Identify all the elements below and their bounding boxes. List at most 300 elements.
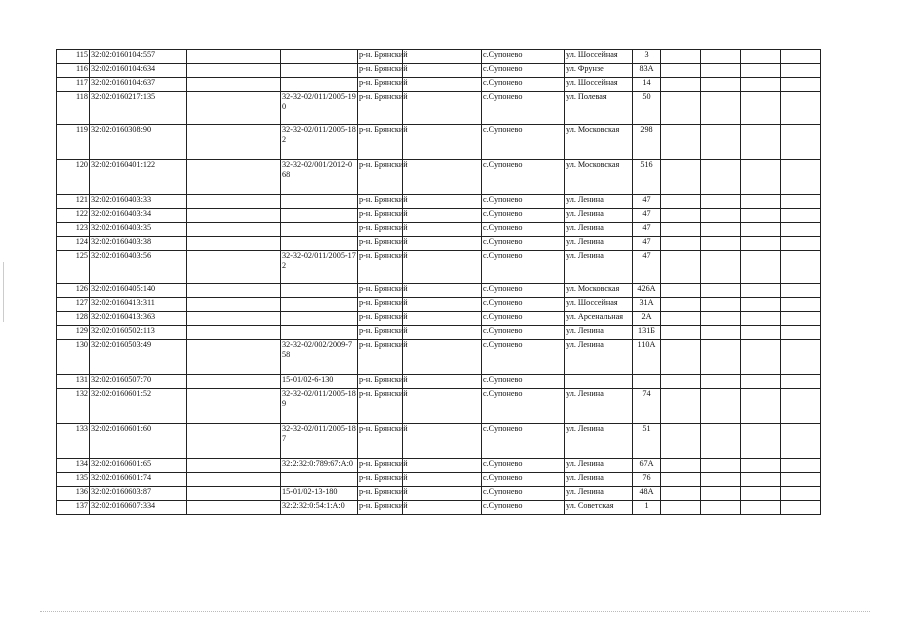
registry-table-body bbox=[57, 50, 821, 515]
cell-empty bbox=[187, 50, 281, 64]
registration-number: 32-32-02/011/2005-190 bbox=[281, 92, 358, 125]
cell-empty bbox=[661, 312, 701, 326]
house-number: 47 bbox=[633, 223, 661, 237]
street: ул. Ленина bbox=[565, 209, 633, 223]
row-number: 120 bbox=[57, 160, 90, 195]
house-number: 83А bbox=[633, 64, 661, 78]
district: р-н. Брянский bbox=[358, 209, 403, 223]
row-number: 132 bbox=[57, 389, 90, 424]
cell-empty bbox=[187, 195, 281, 209]
street: ул. Ленина bbox=[565, 424, 633, 459]
row-number: 136 bbox=[57, 487, 90, 501]
settlement: с.Супонево bbox=[482, 312, 565, 326]
cell-empty bbox=[741, 209, 781, 223]
cell-empty bbox=[741, 389, 781, 424]
cell-empty bbox=[661, 237, 701, 251]
cell-empty bbox=[661, 284, 701, 298]
street: ул. Московская bbox=[565, 284, 633, 298]
cadastral-number: 32:02:0160601:60 bbox=[90, 424, 187, 459]
settlement: с.Супонево bbox=[482, 424, 565, 459]
settlement: с.Супонево bbox=[482, 251, 565, 284]
cell-empty bbox=[403, 237, 482, 251]
row-number: 129 bbox=[57, 326, 90, 340]
registration-number: 32-32-02/002/2009-758 bbox=[281, 340, 358, 375]
cell-empty bbox=[661, 251, 701, 284]
row-number: 131 bbox=[57, 375, 90, 389]
cell-empty bbox=[781, 209, 821, 223]
cell-empty bbox=[187, 284, 281, 298]
settlement: с.Супонево bbox=[482, 223, 565, 237]
cell-empty bbox=[781, 284, 821, 298]
cell-empty bbox=[187, 237, 281, 251]
table-row bbox=[57, 459, 821, 473]
house-number: 298 bbox=[633, 125, 661, 160]
cell-empty bbox=[661, 160, 701, 195]
cell-empty bbox=[701, 424, 741, 459]
cell-empty bbox=[781, 78, 821, 92]
cell-empty bbox=[701, 501, 741, 515]
cadastral-number: 32:02:0160403:35 bbox=[90, 223, 187, 237]
registration-number: 32:2:32:0:789:67:А:0 bbox=[281, 459, 358, 473]
district: р-н. Брянский bbox=[358, 125, 403, 160]
cell-empty bbox=[781, 375, 821, 389]
district: р-н. Брянский bbox=[358, 473, 403, 487]
cell-empty bbox=[781, 223, 821, 237]
cell-empty bbox=[187, 340, 281, 375]
cadastral-number: 32:02:0160502:113 bbox=[90, 326, 187, 340]
registration-number bbox=[281, 64, 358, 78]
street: ул. Полевая bbox=[565, 92, 633, 125]
registration-number bbox=[281, 78, 358, 92]
cell-empty bbox=[403, 251, 482, 284]
street: ул. Ленина bbox=[565, 195, 633, 209]
cadastral-number: 32:02:0160601:74 bbox=[90, 473, 187, 487]
cell-empty bbox=[781, 64, 821, 78]
cell-empty bbox=[781, 459, 821, 473]
settlement: с.Супонево bbox=[482, 473, 565, 487]
district: р-н. Брянский bbox=[358, 78, 403, 92]
cell-empty bbox=[781, 424, 821, 459]
cell-empty bbox=[187, 160, 281, 195]
settlement: с.Супонево bbox=[482, 298, 565, 312]
cell-empty bbox=[187, 459, 281, 473]
district: р-н. Брянский bbox=[358, 50, 403, 64]
cell-empty bbox=[661, 389, 701, 424]
cell-empty bbox=[741, 50, 781, 64]
cell-empty bbox=[403, 284, 482, 298]
cell-empty bbox=[187, 487, 281, 501]
registration-number bbox=[281, 284, 358, 298]
cadastral-number: 32:02:0160403:34 bbox=[90, 209, 187, 223]
cell-empty bbox=[781, 298, 821, 312]
row-number: 124 bbox=[57, 237, 90, 251]
cell-empty bbox=[187, 298, 281, 312]
street: ул. Арсенальная bbox=[565, 312, 633, 326]
row-number: 134 bbox=[57, 459, 90, 473]
cadastral-number: 32:02:0160104:634 bbox=[90, 64, 187, 78]
registration-number: 32-32-02/001/2012-068 bbox=[281, 160, 358, 195]
cell-empty bbox=[403, 375, 482, 389]
cell-empty bbox=[661, 64, 701, 78]
settlement: с.Супонево bbox=[482, 459, 565, 473]
cell-empty bbox=[187, 92, 281, 125]
cell-empty bbox=[187, 501, 281, 515]
cell-empty bbox=[741, 195, 781, 209]
cell-empty bbox=[741, 125, 781, 160]
cadastral-number: 32:02:0160601:65 bbox=[90, 459, 187, 473]
cadastral-number: 32:02:0160607:334 bbox=[90, 501, 187, 515]
cell-empty bbox=[741, 326, 781, 340]
registration-number bbox=[281, 326, 358, 340]
district: р-н. Брянский bbox=[358, 64, 403, 78]
cadastral-number: 32:02:0160104:557 bbox=[90, 50, 187, 64]
cell-empty bbox=[741, 78, 781, 92]
cell-empty bbox=[187, 375, 281, 389]
cell-empty bbox=[403, 501, 482, 515]
table-row bbox=[57, 424, 821, 459]
street: ул. Московская bbox=[565, 125, 633, 160]
cell-empty bbox=[781, 195, 821, 209]
row-number: 122 bbox=[57, 209, 90, 223]
house-number: 76 bbox=[633, 473, 661, 487]
cell-empty bbox=[741, 284, 781, 298]
cell-empty bbox=[403, 298, 482, 312]
cell-empty bbox=[701, 78, 741, 92]
cell-empty bbox=[661, 424, 701, 459]
table-row bbox=[57, 195, 821, 209]
settlement: с.Супонево bbox=[482, 284, 565, 298]
cell-empty bbox=[781, 160, 821, 195]
cell-empty bbox=[781, 92, 821, 125]
cell-empty bbox=[187, 78, 281, 92]
cadastral-number: 32:02:0160403:33 bbox=[90, 195, 187, 209]
table-row bbox=[57, 473, 821, 487]
cell-empty bbox=[701, 375, 741, 389]
cadastral-number: 32:02:0160413:311 bbox=[90, 298, 187, 312]
district: р-н. Брянский bbox=[358, 195, 403, 209]
house-number: 47 bbox=[633, 195, 661, 209]
table-row bbox=[57, 78, 821, 92]
row-number: 127 bbox=[57, 298, 90, 312]
house-number: 516 bbox=[633, 160, 661, 195]
cell-empty bbox=[741, 473, 781, 487]
cell-empty bbox=[701, 251, 741, 284]
registration-number bbox=[281, 237, 358, 251]
street: ул. Шоссейная bbox=[565, 298, 633, 312]
cell-empty bbox=[661, 298, 701, 312]
table-row bbox=[57, 64, 821, 78]
street: ул. Ленина bbox=[565, 473, 633, 487]
cell-empty bbox=[701, 487, 741, 501]
cell-empty bbox=[701, 64, 741, 78]
table-row bbox=[57, 160, 821, 195]
district: р-н. Брянский bbox=[358, 340, 403, 375]
row-number: 118 bbox=[57, 92, 90, 125]
cell-empty bbox=[741, 501, 781, 515]
cell-empty bbox=[403, 78, 482, 92]
row-number: 135 bbox=[57, 473, 90, 487]
cell-empty bbox=[701, 340, 741, 375]
cell-empty bbox=[701, 209, 741, 223]
cell-empty bbox=[701, 326, 741, 340]
street: ул. Ленина bbox=[565, 251, 633, 284]
settlement: с.Супонево bbox=[482, 340, 565, 375]
registration-number bbox=[281, 298, 358, 312]
settlement: с.Супонево bbox=[482, 501, 565, 515]
table-row bbox=[57, 284, 821, 298]
district: р-н. Брянский bbox=[358, 459, 403, 473]
cell-empty bbox=[781, 251, 821, 284]
cell-empty bbox=[403, 195, 482, 209]
cell-empty bbox=[403, 340, 482, 375]
cell-empty bbox=[661, 501, 701, 515]
house-number: 47 bbox=[633, 237, 661, 251]
house-number: 426А bbox=[633, 284, 661, 298]
cell-empty bbox=[403, 424, 482, 459]
cell-empty bbox=[403, 223, 482, 237]
house-number: 50 bbox=[633, 92, 661, 125]
house-number: 74 bbox=[633, 389, 661, 424]
street: ул. Ленина bbox=[565, 459, 633, 473]
house-number: 131Б bbox=[633, 326, 661, 340]
settlement: с.Супонево bbox=[482, 125, 565, 160]
cell-empty bbox=[741, 459, 781, 473]
house-number: 47 bbox=[633, 251, 661, 284]
district: р-н. Брянский bbox=[358, 251, 403, 284]
cell-empty bbox=[403, 459, 482, 473]
street: ул. Ленина bbox=[565, 223, 633, 237]
table-row bbox=[57, 312, 821, 326]
street: ул. Ленина bbox=[565, 340, 633, 375]
table-row bbox=[57, 487, 821, 501]
district: р-н. Брянский bbox=[358, 298, 403, 312]
settlement: с.Супонево bbox=[482, 195, 565, 209]
cell-empty bbox=[701, 50, 741, 64]
cell-empty bbox=[781, 50, 821, 64]
cell-empty bbox=[781, 326, 821, 340]
cell-empty bbox=[781, 487, 821, 501]
cell-empty bbox=[781, 501, 821, 515]
registry-table bbox=[56, 49, 821, 515]
row-number: 119 bbox=[57, 125, 90, 160]
row-number: 121 bbox=[57, 195, 90, 209]
house-number: 51 bbox=[633, 424, 661, 459]
house-number: 2А bbox=[633, 312, 661, 326]
table-row bbox=[57, 389, 821, 424]
district: р-н. Брянский bbox=[358, 375, 403, 389]
cadastral-number: 32:02:0160603:87 bbox=[90, 487, 187, 501]
registration-number bbox=[281, 312, 358, 326]
cell-empty bbox=[403, 125, 482, 160]
cadastral-number: 32:02:0160601:52 bbox=[90, 389, 187, 424]
table-row bbox=[57, 298, 821, 312]
registration-number bbox=[281, 209, 358, 223]
settlement: с.Супонево bbox=[482, 160, 565, 195]
cell-empty bbox=[701, 459, 741, 473]
district: р-н. Брянский bbox=[358, 312, 403, 326]
street: ул. Фрунзе bbox=[565, 64, 633, 78]
cadastral-number: 32:02:0160104:637 bbox=[90, 78, 187, 92]
cell-empty bbox=[701, 473, 741, 487]
cell-empty bbox=[781, 125, 821, 160]
cell-empty bbox=[403, 487, 482, 501]
cadastral-number: 32:02:0160403:56 bbox=[90, 251, 187, 284]
table-row bbox=[57, 326, 821, 340]
cell-empty bbox=[701, 125, 741, 160]
registration-number bbox=[281, 473, 358, 487]
settlement: с.Супонево bbox=[482, 92, 565, 125]
cell-empty bbox=[781, 473, 821, 487]
street: ул. Ленина bbox=[565, 487, 633, 501]
cell-empty bbox=[403, 326, 482, 340]
row-number: 130 bbox=[57, 340, 90, 375]
cell-empty bbox=[187, 312, 281, 326]
cell-empty bbox=[661, 209, 701, 223]
cell-empty bbox=[781, 340, 821, 375]
cell-empty bbox=[403, 64, 482, 78]
district: р-н. Брянский bbox=[358, 160, 403, 195]
cell-empty bbox=[661, 223, 701, 237]
cell-empty bbox=[661, 340, 701, 375]
cadastral-number: 32:02:0160217:135 bbox=[90, 92, 187, 125]
table-row bbox=[57, 223, 821, 237]
cell-empty bbox=[187, 125, 281, 160]
street: ул. Ленина bbox=[565, 326, 633, 340]
cell-empty bbox=[187, 209, 281, 223]
cell-empty bbox=[661, 487, 701, 501]
street: ул. Советская bbox=[565, 501, 633, 515]
cadastral-number: 32:02:0160401:122 bbox=[90, 160, 187, 195]
cell-empty bbox=[701, 389, 741, 424]
table-row bbox=[57, 340, 821, 375]
cell-empty bbox=[661, 50, 701, 64]
district: р-н. Брянский bbox=[358, 501, 403, 515]
cell-empty bbox=[781, 389, 821, 424]
cell-empty bbox=[701, 312, 741, 326]
registration-number: 32:2:32:0:54:1:А:0 bbox=[281, 501, 358, 515]
cell-empty bbox=[187, 64, 281, 78]
cell-empty bbox=[741, 223, 781, 237]
street bbox=[565, 375, 633, 389]
registration-number: 32-32-02/011/2005-182 bbox=[281, 125, 358, 160]
row-number: 117 bbox=[57, 78, 90, 92]
cell-empty bbox=[741, 298, 781, 312]
row-number: 116 bbox=[57, 64, 90, 78]
settlement: с.Супонево bbox=[482, 326, 565, 340]
cell-empty bbox=[661, 125, 701, 160]
street: ул. Шоссейная bbox=[565, 78, 633, 92]
street: ул. Шоссейная bbox=[565, 50, 633, 64]
cell-empty bbox=[741, 251, 781, 284]
row-number: 128 bbox=[57, 312, 90, 326]
district: р-н. Брянский bbox=[358, 237, 403, 251]
cell-empty bbox=[403, 389, 482, 424]
table-row bbox=[57, 50, 821, 64]
cell-empty bbox=[403, 473, 482, 487]
cadastral-number: 32:02:0160413:363 bbox=[90, 312, 187, 326]
cell-empty bbox=[187, 389, 281, 424]
cadastral-number: 32:02:0160308:90 bbox=[90, 125, 187, 160]
cell-empty bbox=[187, 473, 281, 487]
district: р-н. Брянский bbox=[358, 487, 403, 501]
row-number: 125 bbox=[57, 251, 90, 284]
cell-empty bbox=[701, 160, 741, 195]
cell-empty bbox=[741, 340, 781, 375]
cell-empty bbox=[661, 326, 701, 340]
street: ул. Ленина bbox=[565, 389, 633, 424]
cell-empty bbox=[403, 209, 482, 223]
district: р-н. Брянский bbox=[358, 326, 403, 340]
settlement: с.Супонево bbox=[482, 78, 565, 92]
cell-empty bbox=[741, 312, 781, 326]
cell-empty bbox=[661, 78, 701, 92]
settlement: с.Супонево bbox=[482, 50, 565, 64]
cell-empty bbox=[661, 473, 701, 487]
cadastral-number: 32:02:0160403:38 bbox=[90, 237, 187, 251]
settlement: с.Супонево bbox=[482, 209, 565, 223]
registration-number: 32-32-02/011/2005-187 bbox=[281, 424, 358, 459]
district: р-н. Брянский bbox=[358, 389, 403, 424]
cell-empty bbox=[741, 64, 781, 78]
cell-empty bbox=[661, 92, 701, 125]
settlement: с.Супонево bbox=[482, 64, 565, 78]
table-row bbox=[57, 501, 821, 515]
registration-number bbox=[281, 50, 358, 64]
row-number: 137 bbox=[57, 501, 90, 515]
settlement: с.Супонево bbox=[482, 389, 565, 424]
house-number: 31А bbox=[633, 298, 661, 312]
cell-empty bbox=[701, 92, 741, 125]
district: р-н. Брянский bbox=[358, 424, 403, 459]
district: р-н. Брянский bbox=[358, 223, 403, 237]
cell-empty bbox=[403, 92, 482, 125]
cell-empty bbox=[781, 237, 821, 251]
cell-empty bbox=[741, 160, 781, 195]
district: р-н. Брянский bbox=[358, 92, 403, 125]
cell-empty bbox=[661, 375, 701, 389]
table-row bbox=[57, 375, 821, 389]
cell-empty bbox=[661, 195, 701, 209]
registration-number bbox=[281, 195, 358, 209]
cell-empty bbox=[187, 251, 281, 284]
cell-empty bbox=[781, 312, 821, 326]
table-row bbox=[57, 92, 821, 125]
cell-empty bbox=[403, 312, 482, 326]
street: ул. Ленина bbox=[565, 237, 633, 251]
cell-empty bbox=[661, 459, 701, 473]
registration-number: 15-01/02-13-180 bbox=[281, 487, 358, 501]
street: ул. Московская bbox=[565, 160, 633, 195]
table-row bbox=[57, 251, 821, 284]
row-number: 133 bbox=[57, 424, 90, 459]
table-row bbox=[57, 237, 821, 251]
cell-empty bbox=[403, 50, 482, 64]
district: р-н. Брянский bbox=[358, 284, 403, 298]
row-number: 115 bbox=[57, 50, 90, 64]
table-row bbox=[57, 125, 821, 160]
row-number: 126 bbox=[57, 284, 90, 298]
settlement: с.Супонево bbox=[482, 237, 565, 251]
cadastral-number: 32:02:0160503:49 bbox=[90, 340, 187, 375]
settlement: с.Супонево bbox=[482, 487, 565, 501]
cell-empty bbox=[403, 160, 482, 195]
house-number: 47 bbox=[633, 209, 661, 223]
house-number: 3 bbox=[633, 50, 661, 64]
house-number: 48А bbox=[633, 487, 661, 501]
scan-artifact-mark bbox=[3, 262, 4, 322]
cell-empty bbox=[187, 424, 281, 459]
settlement: с.Супонево bbox=[482, 375, 565, 389]
